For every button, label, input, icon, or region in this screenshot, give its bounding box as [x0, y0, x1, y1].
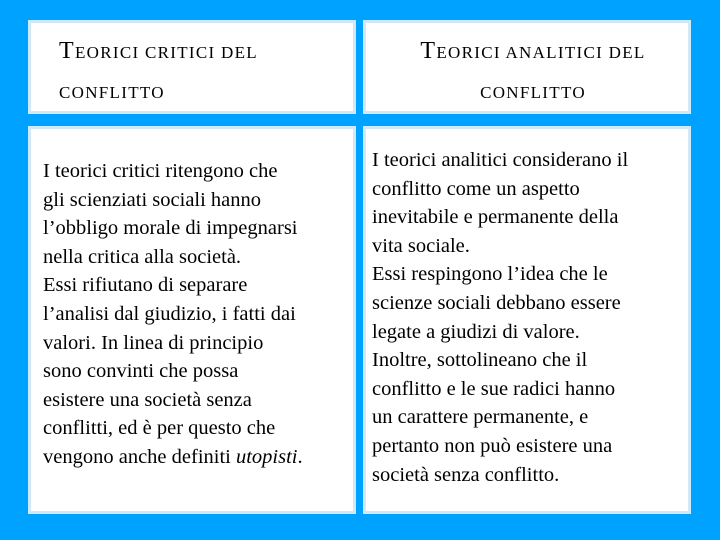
text-line: nella critica alla società.: [43, 245, 242, 268]
right-heading-box: [363, 20, 691, 114]
text-line: società senza conflitto.: [372, 463, 560, 486]
text-line: legate a giudizi di valore.: [372, 320, 580, 343]
text-line-last: [43, 443, 303, 472]
right-text-box: [363, 126, 691, 514]
text-line: I teorici critici ritengono che: [43, 160, 278, 182]
text-line: I teorici analitici considerano il: [372, 149, 629, 171]
text-line: inevitabile e permanente della: [372, 206, 619, 229]
text-line: Essi respingono l’idea che le: [372, 263, 608, 286]
text-line: scienze sociali debbano essere: [372, 291, 621, 314]
text-line: vita sociale.: [372, 234, 470, 257]
text-line: conflitti, ed è per questo che: [43, 417, 276, 440]
left-text-box: [28, 126, 356, 514]
text-line: Inoltre, sottolineano che il: [372, 349, 588, 372]
text-line: l’obbligo morale di impegnarsi: [43, 217, 298, 240]
emphasis-word: utopisti: [235, 445, 298, 468]
text-line: conflitto come un aspetto: [372, 177, 580, 200]
text-line: valori. In linea di principio: [43, 331, 264, 354]
text-line: Essi rifiutano di separare: [43, 274, 248, 297]
text-segment: .: [297, 445, 303, 468]
text-line: sono convinti che possa: [43, 360, 239, 383]
text-line: gli scienziati sociali hanno: [43, 188, 262, 211]
left-heading-box: [28, 20, 356, 114]
text-line: esistere una società senza: [43, 388, 252, 411]
right-heading: TEORICI ANALITICI DEL CONFLITTO: [420, 38, 646, 102]
text-line: l’analisi dal giudizio, i fatti dai: [43, 302, 296, 325]
text-line: conflitto e le sue radici hanno: [372, 377, 616, 400]
text-line: un carattere permanente, e: [372, 406, 589, 429]
text-segment: vengono anche definiti: [43, 445, 236, 468]
left-paragraph: [43, 157, 303, 472]
left-heading: TEORICI CRITICI DEL CONFLITTO: [59, 38, 258, 102]
text-line: pertanto non può esistere una: [372, 434, 613, 457]
right-paragraph: [372, 146, 628, 489]
